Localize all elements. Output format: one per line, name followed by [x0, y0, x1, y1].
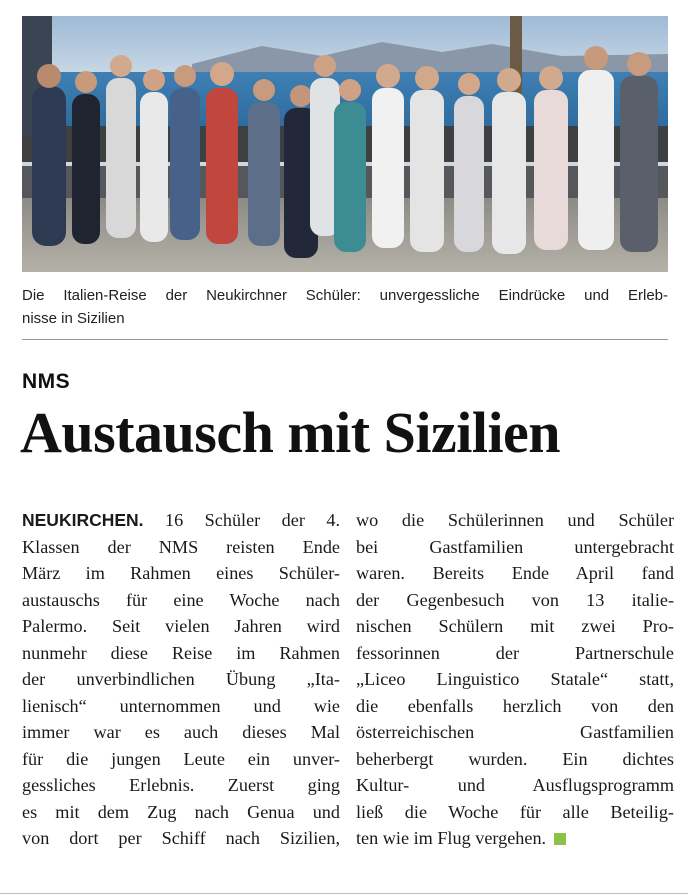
- column-2-line: ließ die Woche für alle Beteilig-: [356, 801, 674, 822]
- caption-line-2: nisse in Sizilien: [22, 310, 125, 327]
- column-1-line: von dort per Schiff nach Sizilien,: [22, 828, 340, 848]
- column-1-line: nunmehr diese Reise im Rahmen: [22, 642, 340, 663]
- column-2-line: „Liceo Linguistico Statale“ statt,: [356, 669, 674, 689]
- column-1-line: Palermo. Seit vielen Jahren wird: [22, 616, 340, 636]
- group-photo: [22, 16, 668, 272]
- caption-line-1: Die Italien-Reise der Neukirchner Schüler: unvergessliche Eindrücke und Erleb-: [22, 287, 668, 304]
- column-1-line: immer war es auch dieses Mal: [22, 722, 340, 742]
- column-2-line: waren. Bereits Ende April fand: [356, 563, 674, 583]
- column-1-line: gessliches Erlebnis. Zuerst ging: [22, 775, 340, 795]
- column-2-line: bei Gastfamilien untergebracht: [356, 536, 674, 557]
- article-column-1: [22, 507, 340, 852]
- column-2-line: beherbergt wurden. Ein dichtes: [356, 748, 674, 769]
- article-column-2: [356, 507, 674, 852]
- column-2-line: nischen Schülern mit zwei Pro-: [356, 616, 674, 636]
- bottom-divider: [0, 893, 688, 894]
- article-headline: Austausch mit Sizilien: [20, 400, 561, 465]
- column-2-line: der Gegenbesuch von 13 italie-: [356, 589, 674, 610]
- column-1-line: NEUKIRCHEN. 16 Schüler der 4.: [22, 510, 340, 530]
- column-1-line: für die jungen Leute ein unver-: [22, 748, 340, 769]
- column-2-line: wo die Schülerinnen und Schüler: [356, 510, 674, 530]
- column-1-line: der unverbindlichen Übung „Ita-: [22, 669, 340, 689]
- column-2-line: Kultur- und Ausflugsprogramm: [356, 775, 674, 795]
- group-photo-illustration: [22, 16, 668, 272]
- column-2-last-line: ten wie im Flug vergehen.: [356, 825, 674, 852]
- article-end-marker: [554, 833, 566, 845]
- caption-divider: [22, 339, 668, 340]
- column-2-line: österreichischen Gastfamilien: [356, 722, 674, 742]
- column-1-line: Klassen der NMS reisten Ende: [22, 536, 340, 557]
- column-1-line: austauschs für eine Woche nach: [22, 589, 340, 610]
- column-1-line: März im Rahmen eines Schüler-: [22, 563, 340, 583]
- column-2-line: die ebenfalls herzlich von den: [356, 695, 674, 716]
- photo-caption: [22, 284, 668, 330]
- column-2-line: fessorinnen der Partnerschule: [356, 642, 674, 663]
- column-1-line: es mit dem Zug nach Genua und: [22, 801, 340, 822]
- article-dateline: NEUKIRCHEN.: [22, 510, 144, 530]
- column-1-line: lienisch“ unternommen und wie: [22, 695, 340, 716]
- article-kicker: NMS: [22, 370, 71, 393]
